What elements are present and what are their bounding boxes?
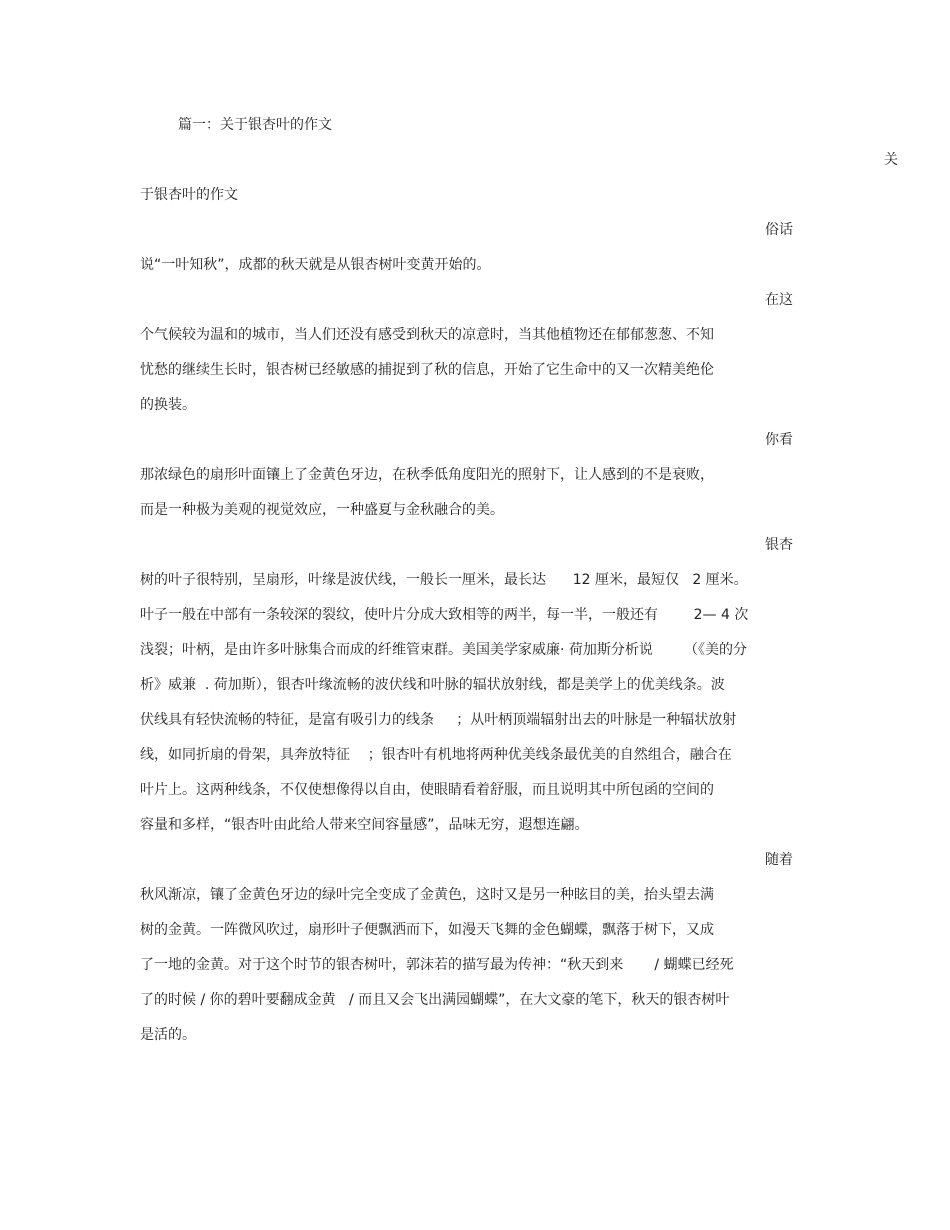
paragraph-3-line-2: 而是一种极为美观的视觉效应，一种盛夏与金秋融合的美。	[140, 502, 504, 518]
paragraph-4-line-3: 浅裂；叶柄，是由许多叶脉集合而成的纤维管束群。美国美学家威廉· 荷加斯分析说 （《美的分	[140, 642, 748, 658]
paragraph-1-line-1: 说“一叶知秋”，成都的秋天就是从银杏树叶变黄开始的。	[140, 257, 491, 273]
section-heading: 篇一：关于银杏叶的作文	[178, 117, 332, 133]
paragraph-2-line-2: 忧愁的继续生长时，银杏树已经敏感的捕捉到了秋的信息，开始了它生命中的又一次精美绝伦	[140, 362, 714, 378]
paragraph-4-line-7: 叶片上。这两种线条，不仅使想像得以自由，使眼睛看着舒服，而且说明其中所包函的空间的	[140, 782, 714, 798]
paragraph-3-start: 你看	[765, 432, 793, 448]
title-first-char: 关	[884, 152, 898, 168]
paragraph-5-line-3: 了一地的金黄。对于这个时节的银杏树叶，郭沫若的描写最为传神：“秋天到来 / 蝴蝶已经死	[140, 957, 734, 973]
paragraph-3-line-1: 那浓绿色的扇形叶面镶上了金黄色牙边，在秋季低角度阳光的照射下，让人感到的不是衰败，	[140, 467, 714, 483]
title-rest: 于银杏叶的作文	[140, 187, 238, 203]
paragraph-2-line-1: 个气候较为温和的城市，当人们还没有感受到秋天的凉意时，当其他植物还在郁郁葱葱、不知	[140, 327, 714, 343]
paragraph-5-start: 随着	[765, 852, 793, 868]
paragraph-5-line-4: 了的时候 / 你的碧叶要翻成金黄 / 而且又会飞出满园蝴蝶”，在大文豪的笔下，秋天的银杏树叶	[140, 992, 730, 1008]
paragraph-4-line-1: 树的叶子很特别，呈扇形，叶缘是波伏线，一般长一厘米，最长达 12 厘米，最短仅 2 厘米。	[140, 572, 748, 588]
paragraph-4-line-2: 叶子一般在中部有一条较深的裂纹，使叶片分成大致相等的两半，每一半，一般还有 2— 4 次	[140, 607, 749, 623]
paragraph-4-line-5: 伏线具有轻快流畅的特征，是富有吸引力的线条 ；从叶柄顶端辐射出去的叶脉是一种辐状放射	[140, 712, 737, 728]
paragraph-5-line-1: 秋风渐凉，镶了金黄色牙边的绿叶完全变成了金黄色，这时又是另一种眩目的美，抬头望去满	[140, 887, 714, 903]
paragraph-5-line-2: 树的金黄。一阵微风吹过，扇形叶子便飘洒而下，如漫天飞舞的金色蝴蝶，飘落于树下，又成	[140, 922, 714, 938]
paragraph-1-start: 俗话	[765, 222, 793, 238]
paragraph-2-start: 在这	[765, 292, 793, 308]
paragraph-4-line-4: 析》威兼 . 荷加斯），银杏叶缘流畅的波伏线和叶脉的辐状放射线，都是美学上的优美线条。波	[140, 677, 725, 693]
paragraph-5-line-5: 是活的。	[140, 1027, 196, 1043]
paragraph-2-line-3: 的换装。	[140, 397, 196, 413]
paragraph-4-line-8: 容量和多样，“银杏叶由此给人带来空间容量感”，品味无穷，遐想连翩。	[140, 817, 589, 833]
paragraph-4-start: 银杏	[765, 537, 793, 553]
paragraph-4-line-6: 线，如同折扇的骨架，具奔放特征 ；银杏叶有机地将两种优美线条最优美的自然组合，融合在	[140, 747, 732, 763]
